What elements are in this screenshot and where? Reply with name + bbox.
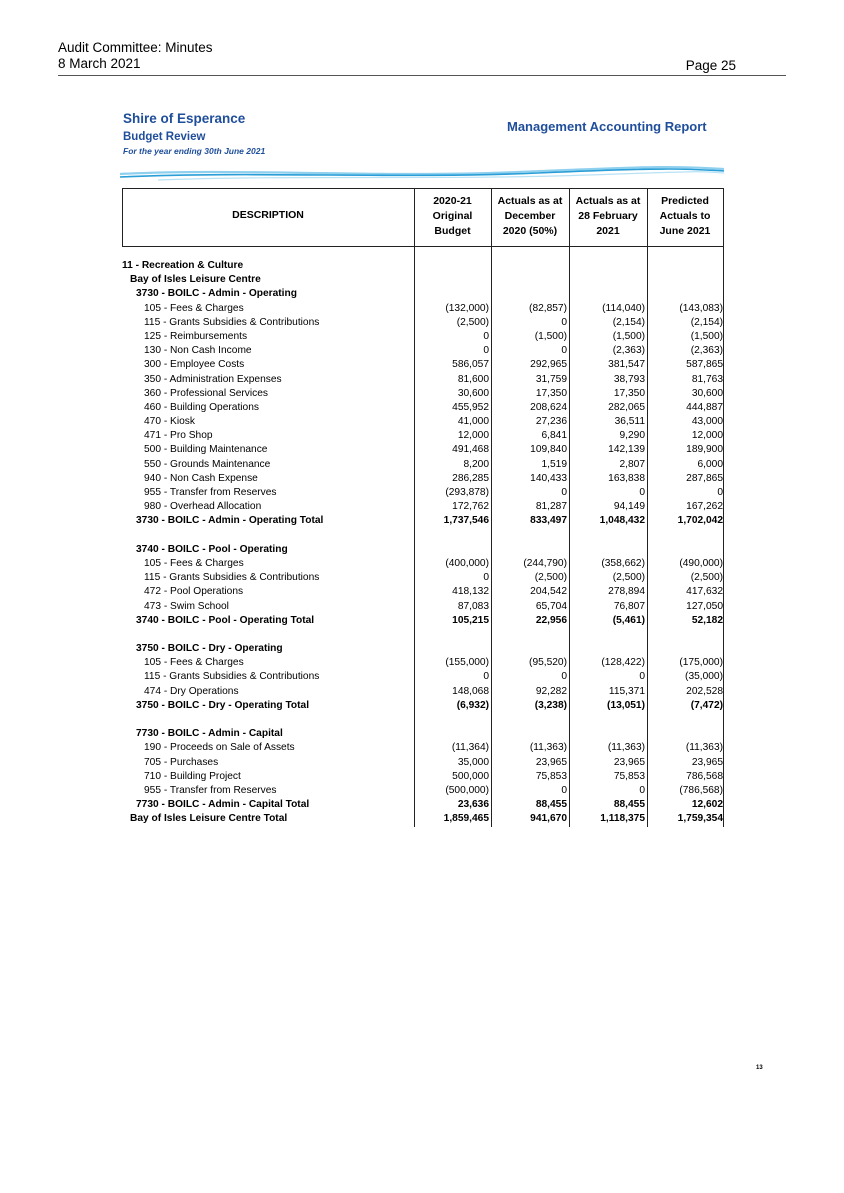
row-value: 167,262	[686, 501, 723, 513]
row-value: 282,065	[608, 401, 645, 413]
table-row	[122, 557, 724, 571]
table-row	[122, 358, 724, 372]
row-value: (2,154)	[690, 316, 723, 328]
table-row	[122, 500, 724, 514]
header-rule	[58, 75, 786, 76]
table-row	[122, 387, 724, 401]
row-value: (175,000)	[679, 657, 723, 669]
row-value: 208,624	[530, 401, 567, 413]
row-description: 7730 - BOILC - Admin - Capital	[136, 728, 283, 740]
row-value: (7,472)	[690, 699, 723, 711]
row-value: (11,364)	[451, 742, 489, 754]
row-description: 360 - Professional Services	[144, 387, 269, 399]
row-description: 3730 - BOILC - Admin - Operating	[136, 288, 297, 300]
row-description: 473 - Swim School	[144, 600, 229, 612]
spacer-row	[122, 628, 724, 642]
row-value: (2,500)	[690, 572, 723, 584]
row-value: (500,000)	[445, 784, 489, 796]
row-value: 8,200	[463, 458, 489, 470]
row-description: Bay of Isles Leisure Centre	[130, 274, 261, 286]
row-value: 287,865	[686, 472, 723, 484]
row-description: 3730 - BOILC - Admin - Operating Total	[136, 515, 324, 527]
row-value: (2,363)	[612, 345, 645, 357]
table-row	[122, 401, 724, 415]
column-header-description: DESCRIPTION	[232, 209, 304, 221]
row-value: 140,433	[530, 472, 567, 484]
row-value: (400,000)	[445, 557, 489, 569]
table-row	[122, 514, 724, 528]
row-description: 705 - Purchases	[144, 756, 219, 768]
row-value: 17,350	[613, 387, 645, 399]
row-value: 286,285	[452, 472, 489, 484]
row-description: 940 - Non Cash Expense	[144, 472, 258, 484]
table-row	[122, 458, 724, 472]
row-description: 500 - Building Maintenance	[144, 444, 268, 456]
row-value: (114,040)	[602, 302, 645, 314]
row-value: 115,371	[608, 685, 645, 697]
table-row	[122, 798, 724, 812]
table-row	[122, 330, 724, 344]
row-description: 190 - Proceeds on Sale of Assets	[144, 742, 295, 754]
row-value: (128,422)	[601, 657, 645, 669]
table-row	[122, 812, 724, 826]
row-value: 0	[561, 487, 567, 498]
row-value: 586,057	[452, 359, 489, 371]
row-description: 105 - Fees & Charges	[144, 657, 244, 669]
row-value: (13,051)	[607, 699, 645, 711]
row-value: 31,759	[535, 373, 567, 385]
table-row	[122, 259, 724, 273]
row-value: 12,000	[691, 430, 723, 442]
row-value: (3,238)	[534, 699, 567, 711]
row-value: 0	[483, 671, 489, 683]
row-value: 172,762	[452, 501, 489, 513]
table-row	[122, 443, 724, 457]
row-value: 87,083	[457, 600, 489, 612]
row-value: 75,853	[613, 770, 645, 782]
page-label: Page 25	[685, 58, 736, 73]
row-value: 0	[483, 572, 489, 584]
document-date: 8 March 2021	[58, 56, 141, 71]
table-row	[122, 600, 724, 614]
row-value: 92,282	[535, 685, 567, 697]
table-row	[122, 302, 724, 316]
table-row	[122, 273, 724, 287]
table-row	[122, 287, 724, 301]
row-value: 189,900	[686, 444, 723, 456]
row-value: 491,468	[452, 444, 489, 456]
row-value: 30,600	[457, 387, 489, 399]
row-description: 710 - Building Project	[144, 770, 241, 782]
row-value: 41,000	[457, 416, 489, 428]
row-value: 81,763	[691, 373, 723, 385]
row-description: 300 - Employee Costs	[144, 359, 245, 371]
row-value: 0	[561, 345, 567, 357]
row-value: 6,000	[697, 458, 723, 470]
row-value: (11,363)	[529, 742, 567, 754]
row-value: 202,528	[686, 685, 723, 697]
row-value: (6,932)	[456, 699, 489, 711]
row-value: 23,965	[613, 756, 645, 768]
row-value: (1,500)	[690, 330, 723, 342]
row-value: 1,118,375	[600, 813, 645, 825]
row-value: 500,000	[452, 770, 489, 782]
row-value: (244,790)	[523, 557, 567, 569]
table-row	[122, 571, 724, 585]
row-value: (786,568)	[679, 784, 723, 796]
spacer-row	[122, 529, 724, 543]
row-description: 125 - Reimbursements	[144, 330, 248, 342]
spacer-row	[122, 713, 724, 727]
row-value: 127,050	[686, 600, 723, 612]
row-value: 0	[561, 671, 567, 683]
row-value: 0	[639, 784, 645, 796]
report-subtitle: Budget Review	[123, 131, 206, 143]
org-name: Shire of Esperance	[123, 111, 246, 126]
row-value: 204,542	[530, 586, 567, 598]
row-description: 474 - Dry Operations	[144, 685, 239, 697]
row-description: 470 - Kiosk	[144, 416, 195, 428]
report-letterhead	[123, 111, 265, 157]
row-value: 88,455	[535, 799, 567, 811]
row-value: 38,793	[613, 373, 645, 385]
row-value: (2,500)	[612, 572, 645, 584]
row-description: 115 - Grants Subsidies & Contributions	[144, 671, 320, 683]
row-value: 0	[639, 487, 645, 498]
row-value: (132,000)	[445, 302, 489, 314]
row-value: (5,461)	[612, 614, 645, 626]
row-description: 115 - Grants Subsidies & Contributions	[144, 316, 320, 328]
table-row	[122, 429, 724, 443]
row-value: (11,363)	[685, 742, 723, 754]
row-value: 36,511	[614, 416, 645, 428]
row-value: (155,000)	[445, 657, 489, 669]
row-value: 417,632	[686, 586, 723, 598]
table-row	[122, 486, 724, 500]
table-row	[122, 344, 724, 358]
row-value: (82,857)	[529, 302, 567, 314]
row-value: (143,083)	[679, 302, 723, 314]
row-value: 1,759,354	[677, 813, 723, 825]
row-value: 941,670	[530, 813, 567, 825]
row-value: (2,363)	[690, 345, 723, 357]
row-value: 52,182	[691, 614, 723, 626]
row-value: 43,000	[691, 416, 723, 428]
row-description: 472 - Pool Operations	[144, 586, 244, 598]
report-period: For the year ending 30th June 2021	[123, 146, 266, 156]
row-value: 1,519	[541, 458, 567, 470]
row-value: 1,737,546	[443, 515, 489, 527]
table-row	[122, 756, 724, 770]
row-value: 2,807	[619, 458, 645, 470]
row-value: 76,807	[613, 600, 645, 612]
column-header-predicted: Predicted Actuals to June 2021	[659, 195, 711, 237]
row-value: 1,048,432	[599, 515, 645, 527]
report-title: Management Accounting Report	[507, 119, 707, 134]
table-row	[122, 543, 724, 557]
row-description: 550 - Grounds Maintenance	[144, 458, 271, 470]
row-value: 105,215	[452, 614, 489, 626]
row-value: 418,132	[452, 586, 489, 598]
row-value: 142,139	[608, 444, 645, 456]
wave-decoration-icon	[118, 160, 728, 184]
table-row	[122, 699, 724, 713]
row-value: (490,000)	[679, 557, 723, 569]
row-value: 81,600	[457, 373, 489, 385]
row-value: 23,965	[535, 756, 567, 768]
row-value: 23,636	[457, 799, 489, 811]
table-row	[122, 670, 724, 684]
row-value: (11,363)	[607, 742, 645, 754]
table-row	[122, 614, 724, 628]
row-value: 1,859,465	[443, 813, 489, 825]
row-value: (35,000)	[685, 671, 723, 683]
row-value: 27,236	[535, 416, 567, 428]
row-value: 833,497	[530, 515, 567, 527]
row-value: 35,000	[457, 756, 489, 768]
row-value: 1,702,042	[677, 515, 723, 527]
row-value: 22,956	[535, 614, 567, 626]
row-value: 9,290	[619, 430, 645, 442]
row-value: 94,149	[613, 501, 645, 513]
row-description: 460 - Building Operations	[144, 401, 259, 413]
table-row	[122, 472, 724, 486]
row-value: (2,154)	[612, 316, 645, 328]
table-row	[122, 784, 724, 798]
row-description: 3740 - BOILC - Pool - Operating	[136, 543, 288, 555]
row-description: 955 - Transfer from Reserves	[144, 784, 277, 796]
row-value: 587,865	[686, 359, 723, 371]
row-description: 350 - Administration Expenses	[144, 373, 282, 385]
row-value: 109,840	[530, 444, 567, 456]
table-row	[122, 685, 724, 699]
row-value: 0	[639, 671, 645, 683]
table-row	[122, 642, 724, 656]
row-description: 130 - Non Cash Income	[144, 345, 252, 357]
row-description: 7730 - BOILC - Admin - Capital Total	[136, 799, 310, 811]
row-description: 11 - Recreation & Culture	[122, 260, 244, 271]
row-value: 786,568	[686, 770, 723, 782]
row-description: 3750 - BOILC - Dry - Operating Total	[136, 699, 310, 711]
table-row	[122, 727, 724, 741]
row-value: 0	[561, 784, 567, 796]
row-description: Bay of Isles Leisure Centre Total	[130, 813, 288, 825]
row-value: 0	[561, 316, 567, 328]
row-value: 65,704	[535, 600, 567, 612]
row-value: 0	[483, 345, 489, 357]
row-value: (95,520)	[529, 657, 567, 669]
row-description: 3740 - BOILC - Pool - Operating Total	[136, 614, 315, 626]
table-row	[122, 373, 724, 387]
row-value: 292,965	[530, 359, 567, 371]
row-value: 0	[483, 330, 489, 342]
row-value: 148,068	[452, 685, 489, 697]
row-value: 381,547	[608, 359, 645, 371]
table-row	[122, 656, 724, 670]
row-value: 12,602	[691, 799, 723, 811]
table-row	[122, 585, 724, 599]
row-value: (1,500)	[612, 330, 645, 342]
table-body	[122, 259, 724, 827]
row-value: 75,853	[535, 770, 567, 782]
row-value: 88,455	[613, 799, 645, 811]
column-header-december: Actuals as at December 2020 (50%)	[497, 195, 563, 237]
row-value: 455,952	[452, 401, 489, 413]
row-description: 980 - Overhead Allocation	[144, 501, 262, 513]
row-description: 3750 - BOILC - Dry - Operating	[136, 643, 283, 655]
document-title: Audit Committee: Minutes	[58, 40, 213, 55]
page-number: 13	[756, 1065, 763, 1071]
row-value: 163,838	[608, 472, 645, 484]
row-value: 278,894	[608, 586, 645, 598]
table-row	[122, 316, 724, 330]
page-header	[58, 40, 786, 72]
row-value: (1,500)	[534, 330, 567, 342]
row-value: (2,500)	[456, 316, 489, 328]
table-row	[122, 770, 724, 784]
column-header-february: Actuals as at 28 February 2021	[575, 195, 641, 237]
row-description: 105 - Fees & Charges	[144, 302, 244, 314]
row-description: 115 - Grants Subsidies & Contributions	[144, 572, 320, 584]
table-row	[122, 415, 724, 429]
row-description: 471 - Pro Shop	[144, 430, 213, 442]
table-row	[122, 741, 724, 755]
row-description: 105 - Fees & Charges	[144, 557, 244, 569]
row-value: 23,965	[691, 756, 723, 768]
row-value: 81,287	[535, 501, 567, 513]
row-value: 0	[717, 487, 723, 498]
row-value: (2,500)	[534, 572, 567, 584]
column-header-budget: 2020-21 Original Budget	[432, 195, 473, 237]
row-value: 17,350	[535, 387, 567, 399]
row-description: 955 - Transfer from Reserves	[144, 487, 277, 498]
row-value: 444,887	[686, 401, 723, 413]
row-value: 12,000	[457, 430, 489, 442]
row-value: (293,878)	[445, 487, 489, 498]
row-value: 6,841	[541, 430, 567, 442]
row-value: 30,600	[691, 387, 723, 399]
row-value: (358,662)	[601, 557, 645, 569]
